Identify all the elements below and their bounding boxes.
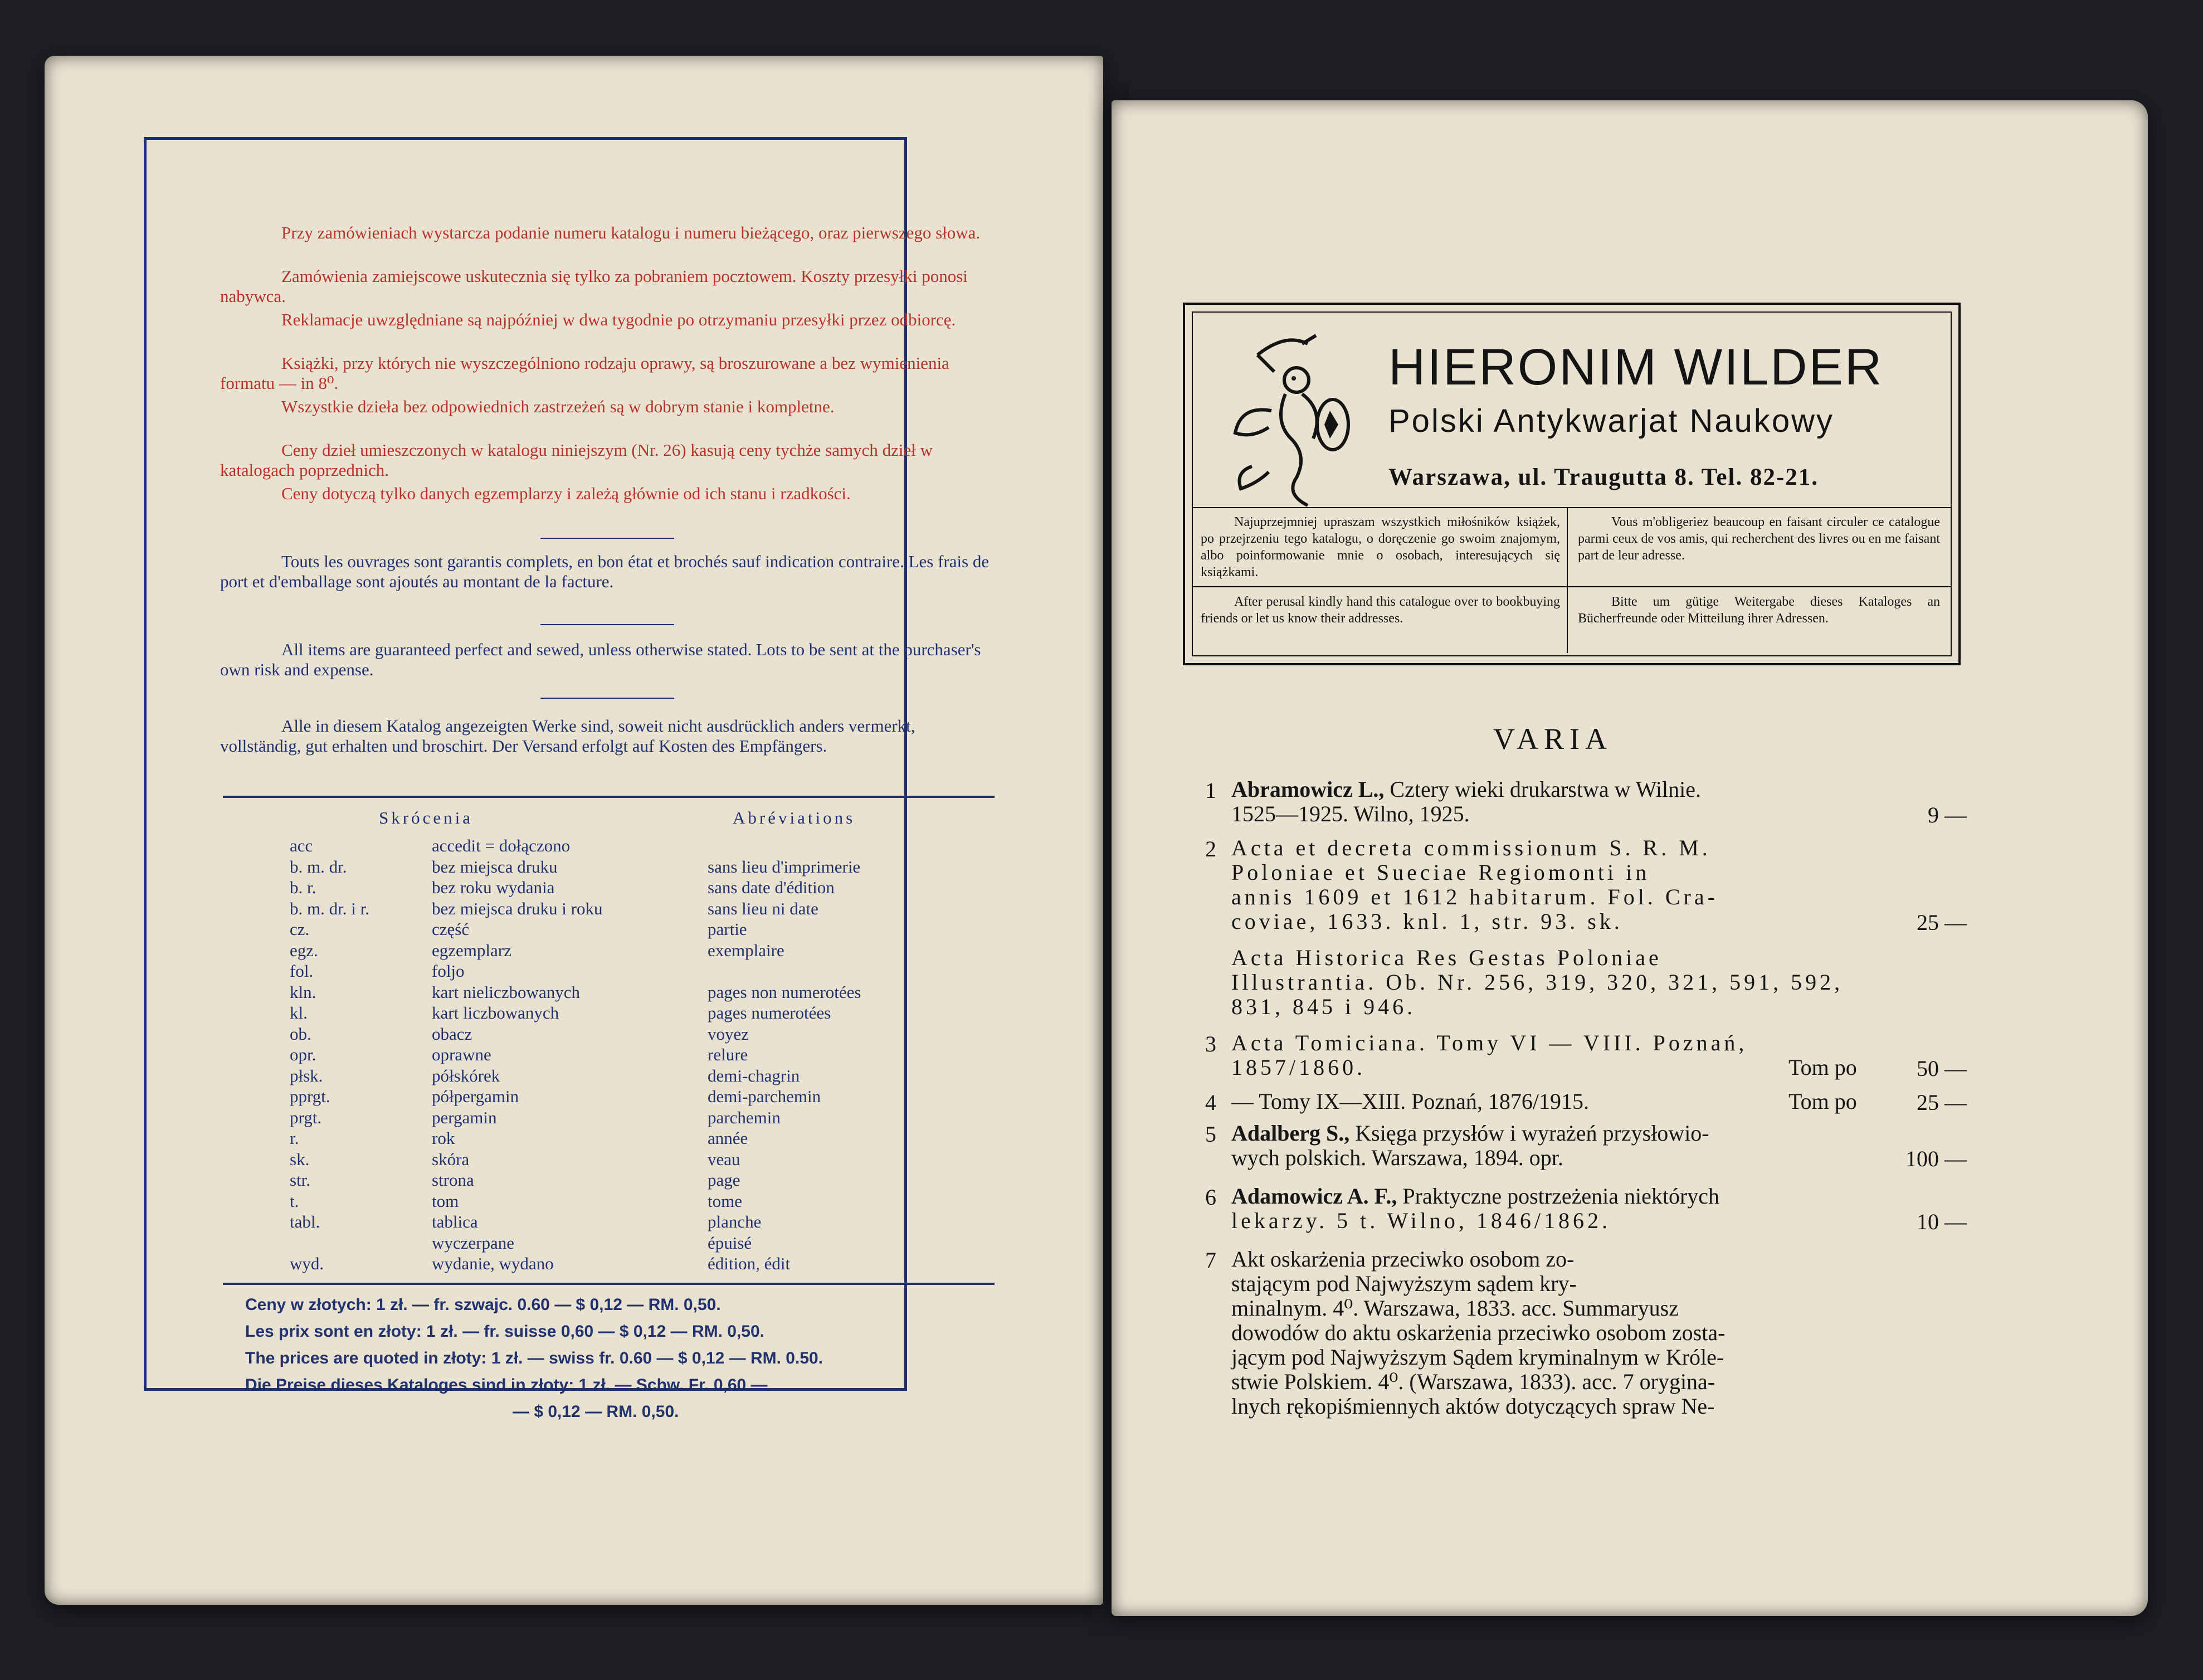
header-note-de: Bitte um gütige Weitergabe dieses Kataloges an Bücherfreunde oder Mitteilung ihrer Adressen. [1578,595,1940,626]
firm-subtitle: Polski Antykwarjat Naukowy [1388,403,1835,439]
abbr-cell: płsk. [290,1065,323,1085]
entry-number: 5 [1205,1122,1216,1147]
entry-line: Acta Tomiciana. Tomy VI — VIII. Poznań, [1231,1030,1748,1055]
entry-number: 7 [1205,1248,1216,1273]
abbr-heading-fr: Abréviations [733,808,856,827]
abbr-pl-cell: skóra [432,1149,470,1169]
separator [540,624,674,625]
abbr-pl-cell: egzemplarz [432,940,511,960]
entry-number: 2 [1205,836,1216,861]
entry-line: Akt oskarżenia przeciwko osobom zo- [1231,1246,1575,1272]
entry-line: 831, 845 i 946. [1231,994,1416,1019]
abbr-cell: kln. [290,982,316,1002]
abbr-fr-cell: parchemin [708,1107,781,1127]
price-de-cont: — $ 0,12 — RM. 0,50. [513,1403,679,1421]
header-note-fr: Vous m'obligeriez beaucoup en faisant circuler ce catalogue parmi ceux de vos amis, qui recherchent des livres ou en me faisant part de leur adresse. [1578,515,1940,563]
abbr-pl-cell: kart liczbowanych [432,1003,559,1022]
abbr-fr-cell: page [708,1170,740,1190]
entry-line: Acta Historica Res Gestas Poloniae [1231,945,1662,970]
entry-price: 50 — [1917,1056,1967,1081]
entry-line: Illustrantia. Ob. Nr. 256, 319, 320, 321, 591, 592, [1231,970,1844,995]
note-pl-4: Książki, przy których nie wyszczególniono rodzaju oprawy, są broszurowane a bez wymienienia formatu — in 8⁰. [220,353,949,393]
entry-line: lnych rękopiśmiennych aktów dotyczących spraw Ne- [1231,1394,1715,1419]
entry-number: 6 [1205,1185,1216,1210]
header-note-en: After perusal kindly hand this catalogue over to bookbuying friends or let us know their addresses. [1201,595,1560,626]
entry-number: 4 [1205,1090,1216,1115]
abbr-fr-cell: édition, édit [708,1254,791,1273]
entry-line: Acta et decreta commissionum S. R. M. [1231,835,1711,860]
prices-top-rule [223,1283,995,1285]
note-fr: Touts les ouvrages sont garantis complets, en bon état et brochés sauf indication contraire. Les frais de port et d'emballage sont ajoutés au montant de la facture. [220,552,990,591]
note-pl-3: Reklamacje uwzględniane są najpóźniej w dwa tygodnie po otrzymaniu przesyłki przez odbiorcę. [281,310,956,329]
abbr-pl-cell: półskórek [432,1065,500,1085]
abbr-fr-cell: demi-chagrin [708,1065,800,1085]
abbr-heading-pl: Skrócenia [379,808,473,827]
abbr-pl-cell: wyczerpane [432,1233,515,1253]
note-de: Alle in diesem Katalog angezeigten Werke sind, soweit nicht ausdrücklich anders vermerkt, vollständig, gut erhalten und broschirt. Der Versand erfolgt auf Kosten des Empfängers. [220,716,915,756]
abbr-pl-cell: półpergamin [432,1087,519,1106]
price-en: The prices are quoted in złoty: 1 zł. — swiss fr. 0.60 — $ 0,12 — RM. 0.50. [245,1349,823,1367]
entry-line: lekarzy. 5 t. Wilno, 1846/1862. [1231,1208,1611,1233]
abbr-cell: ob. [290,1024,311,1044]
entry-line [1231,777,1875,802]
entry-number: 1 [1205,778,1216,803]
header-box [1183,303,1961,665]
entry-tom-po: Tom po [1788,1089,1857,1114]
firm-address: Warszawa, ul. Traugutta 8. Tel. 82-21. [1388,464,1819,490]
note-pl-5: Wszystkie dzieła bez odpowiednich zastrzeżeń są w dobrym stanie i kompletne. [281,397,835,416]
entry-price: 9 — [1928,802,1967,827]
abbr-cell: pprgt. [290,1087,330,1106]
abbr-cell: b. m. dr. [290,856,347,876]
entry-title: Księga przysłów i wyrażeń przysłowio- [1349,1121,1709,1146]
abbr-fr-cell: sans lieu ni date [708,898,818,918]
abbr-cell: kl. [290,1003,308,1022]
price-fr: Les prix sont en złoty: 1 zł. — fr. suisse 0,60 — $ 0,12 — RM. 0,50. [245,1322,765,1341]
entry-author: Adalberg S., [1231,1121,1350,1146]
abbr-pl-cell: oprawne [432,1045,491,1064]
entry-title: Praktyczne postrzeżenia niektórych [1397,1184,1720,1209]
header-divider [1567,508,1568,653]
abbr-fr-cell: relure [708,1045,748,1064]
separator [540,698,674,699]
entry-price: 25 — [1917,910,1967,935]
abbr-fr-cell: exemplaire [708,940,784,960]
abbr-cell: r. [290,1128,299,1148]
abbr-pl-cell: foljo [432,961,465,981]
entry-line: jącym pod Najwyższym Sądem kryminalnym w Króle- [1231,1345,1724,1370]
abbr-cell: acc [290,836,313,855]
abbr-cell: tabl. [290,1212,320,1231]
abbr-pl-cell: bez miejsca druku [432,856,558,876]
header-rule [1192,507,1952,508]
entry-tom-po: Tom po [1788,1055,1857,1080]
price-de: Die Preise dieses Kataloges sind in złoty: 1 zł. — Schw. Fr. 0,60 — [245,1376,768,1394]
abbr-cell: fol. [290,961,314,981]
entry-line [1231,1121,1875,1146]
entry-line: — Tomy IX—XIII. Poznań, 1876/1915. [1231,1089,1589,1114]
abbr-pl-cell: accedit = dołączono [432,836,571,855]
abbr-fr-cell: partie [708,919,747,939]
note-pl-6: Ceny dzieł umieszczonych w katalogu niniejszym (Nr. 26) kasują ceny tychże samych dzieł w katalogach poprzednich. [220,440,933,480]
entry-line [1231,1184,1875,1209]
abbr-fr-cell: tome [708,1191,742,1211]
note-pl-2: Zamówienia zamiejscowe uskuteczniа się tylko za pobraniem pocztowem. Koszty przesyłki ponosi nabywca. [220,266,968,306]
entry-line: dowodów do aktu oskarżenia przeciwko osobom zosta- [1231,1320,1726,1345]
abbr-cell: cz. [290,919,310,939]
abbr-pl-cell: obacz [432,1024,472,1044]
entry-line: coviae, 1633. knl. 1, str. 93. sk. [1231,909,1623,934]
note-pl-7: Ceny dotyczą tylko danych egzemplarzy i zależą głównie od ich stanu i rzadkości. [281,484,851,503]
price-pl: Ceny w złotych: 1 zł. — fr. szwajc. 0.60 — $ 0,12 — RM. 0,50. [245,1296,721,1314]
abbr-fr-cell: veau [708,1149,740,1169]
firm-name: HIERONIM WILDER [1388,339,1884,396]
header-note-pl: Najuprzejmniej upraszam wszystkich miłośników książek, po przejrzeniu tego katalogu, o doręczenie go swoim znajomym, albo poinformowanie mnie o osobach, interesujących się książkami. [1201,515,1560,580]
abbr-fr-cell: année [708,1128,748,1148]
abbr-cell: prgt. [290,1107,322,1127]
note-pl-1: Przy zamówieniach wystarcza podanie numeru katalogu i numeru bieżącego, oraz pierwszego słowa. [281,223,981,242]
abbr-fr-cell: sans date d'édition [708,878,835,897]
abbr-fr-cell: sans lieu d'imprimerie [708,856,861,876]
entry-line: 1525—1925. Wilno, 1925. [1231,801,1470,826]
entry-title: Cztery wieki drukarstwa w Wilnie. [1384,777,1702,802]
entry-line: minalnym. 4⁰. Warszawa, 1833. acc. Summaryusz [1231,1296,1679,1321]
abbr-top-rule [223,796,995,798]
entry-line: stającym pod Najwyższym sądem kry- [1231,1271,1577,1296]
entry-author: Abramowicz L., [1231,777,1385,802]
abbr-cell: b. r. [290,878,316,897]
abbr-cell: wyd. [290,1254,324,1273]
entry-author: Adamowicz A. F., [1231,1184,1397,1209]
entry-price: 25 — [1917,1090,1967,1115]
entry-number: 3 [1205,1031,1216,1056]
entry-line: Poloniae et Sueciae Regiomonti in [1231,860,1650,885]
abbr-pl-cell: tablica [432,1212,478,1231]
griffin-logo-icon [1219,327,1369,511]
abbr-cell: b. m. dr. i r. [290,898,369,918]
header-rule-2 [1192,586,1952,587]
entry-price: 10 — [1917,1209,1967,1234]
abbr-pl-cell: część [432,919,470,939]
abbr-fr-cell: épuisé [708,1233,752,1253]
abbr-cell: opr. [290,1045,316,1064]
abbr-cell: str. [290,1170,311,1190]
entry-line: annis 1609 et 1612 habitarum. Fol. Cra- [1231,884,1718,909]
entry-line: wych polskich. Warszawa, 1894. opr. [1231,1145,1563,1170]
separator [540,538,674,539]
abbr-cell: egz. [290,940,318,960]
entry-line: 1857/1860. [1231,1055,1366,1080]
abbr-fr-cell: demi-parchemin [708,1087,821,1106]
abbr-pl-cell: kart nieliczbowanych [432,982,580,1002]
abbr-pl-cell: tom [432,1191,459,1211]
abbr-fr-cell: pages non numerotées [708,982,861,1002]
abbr-pl-cell: bez miejsca druku i roku [432,898,603,918]
entry-price: 100 — [1905,1146,1967,1171]
abbr-fr-cell: planche [708,1212,762,1231]
abbr-cell: sk. [290,1149,310,1169]
abbr-pl-cell: rok [432,1128,455,1148]
abbr-fr-cell: voyez [708,1024,749,1044]
note-en: All items are guaranteed perfect and sewed, unless otherwise stated. Lots to be sent at the purchaser's own risk and expense. [220,640,981,679]
abbr-pl-cell: bez roku wydania [432,878,555,897]
section-title: VARIA [1493,722,1613,756]
abbr-cell: t. [290,1191,299,1211]
abbr-pl-cell: pergamin [432,1107,497,1127]
abbr-fr-cell: pages numerotées [708,1003,831,1022]
abbr-pl-cell: wydanie, wydano [432,1254,554,1273]
abbr-pl-cell: strona [432,1170,474,1190]
entry-line: stwie Polskiem. 4⁰. (Warszawa, 1833). acc. 7 orygina- [1231,1369,1715,1394]
